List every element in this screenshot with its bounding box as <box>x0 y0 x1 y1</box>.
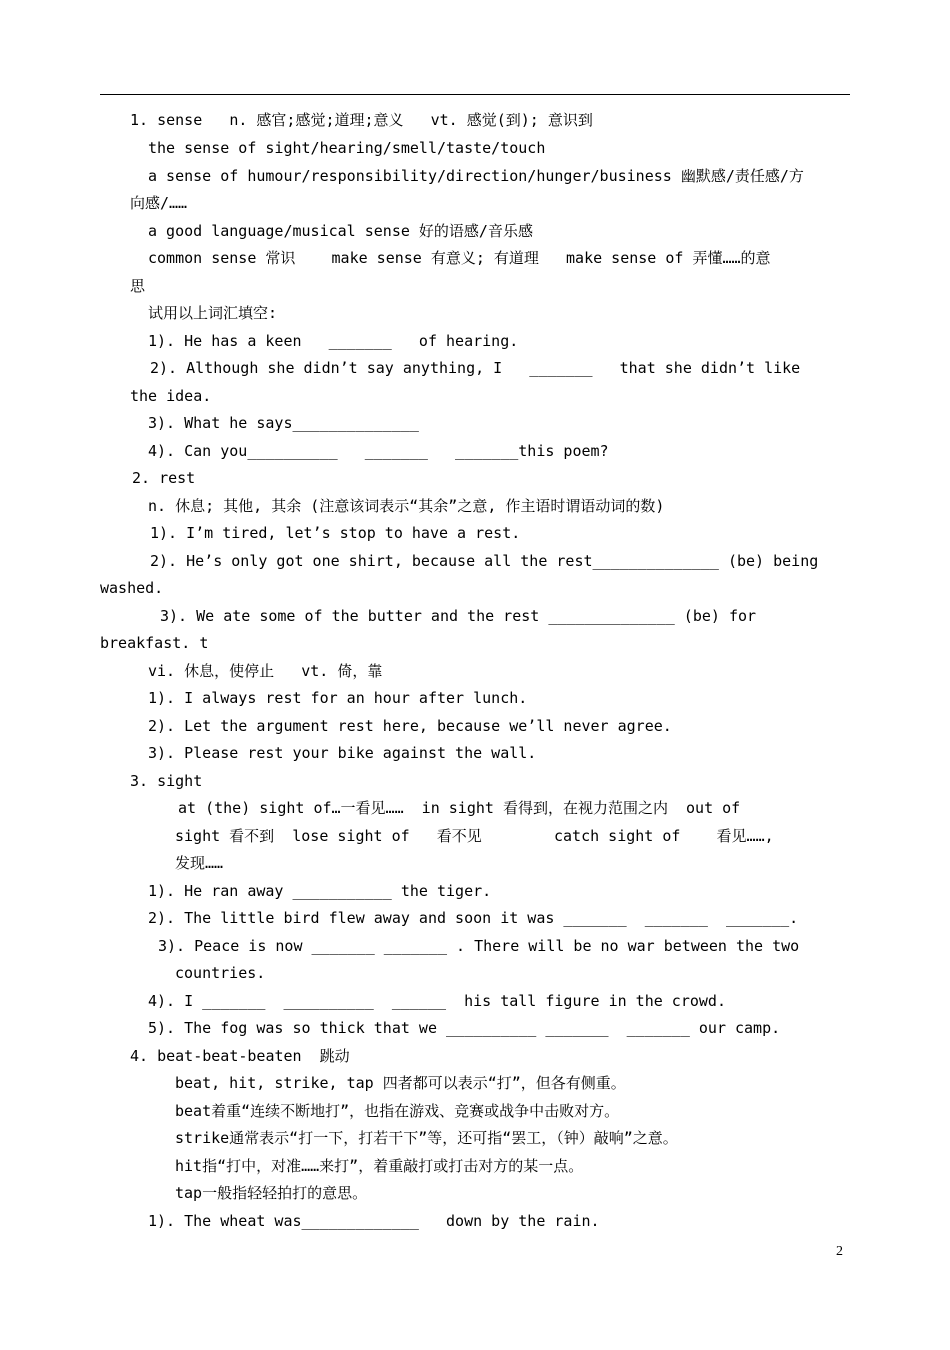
example-sentence: 1). I’m tired, let’s stop to have a rest. <box>150 524 521 542</box>
text-line: a good language/musical sense 好的语感/音乐感 <box>148 222 533 240</box>
text-line: at (the) sight of…一看见…… in sight 看得到，在视力范围之内 out of <box>178 799 741 817</box>
text-line: hit指“打中，对准……来打”，着重敲打或打击对方的某一点。 <box>175 1157 584 1175</box>
text-line: 发现…… <box>175 854 224 872</box>
exercise-item: 4). I _______ __________ ______ his tall figure in the crowd. <box>148 992 726 1010</box>
text-line: washed. <box>100 579 164 597</box>
text-line: countries. <box>175 964 266 982</box>
exercise-instruction: 试用以上词汇填空: <box>148 304 278 322</box>
exercise-item: 2). He’s only got one shirt, because all the rest______________ (be) being <box>150 552 819 570</box>
exercise-item: 3). What he says______________ <box>148 414 419 432</box>
text-line: beat着重“连续不断地打”，也指在游戏、竞赛或战争中击败对方。 <box>175 1102 620 1120</box>
entry-3-heading: 3. sight <box>130 772 203 790</box>
exercise-item: 2). Although she didn’t say anything, I _______ that she didn’t like <box>150 359 801 377</box>
text-line: 思 <box>130 277 146 295</box>
text-line: common sense 常识 make sense 有意义; 有道理 make sense of 弄懂……的意 <box>148 249 771 267</box>
entry-2-heading: 2. rest <box>132 469 196 487</box>
example-sentence: 3). Please rest your bike against the wall. <box>148 744 537 762</box>
text-line: strike通常表示“打一下，打若干下”等，还可指“罢工，（钟）敲响”之意。 <box>175 1129 678 1147</box>
page-number: 2 <box>836 1244 843 1259</box>
exercise-item: 5). The fog was so thick that we __________ _______ _______ our camp. <box>148 1019 781 1037</box>
exercise-item: 2). The little bird flew away and soon it was _______ _______ _______. <box>148 909 799 927</box>
text-line: vi. 休息，使停止 vt. 倚，靠 <box>148 662 383 680</box>
text-line: beat, hit, strike, tap 四者都可以表示“打”，但各有侧重。 <box>175 1074 626 1092</box>
exercise-item: 3). Peace is now _______ _______ . There will be no war between the two <box>158 937 800 955</box>
text-line: tap一般指轻轻拍打的意思。 <box>175 1184 368 1202</box>
text-line: sight 看不到 lose sight of 看不见 catch sight of 看见……, <box>175 827 774 845</box>
header-rule <box>100 94 850 95</box>
exercise-item: 1). He ran away ___________ the tiger. <box>148 882 492 900</box>
entry-4-heading: 4. beat-beat-beaten 跳动 <box>130 1047 350 1065</box>
entry-1-heading: 1. sense n. 感官;感觉;道理;意义 vt. 感觉(到); 意识到 <box>130 111 593 129</box>
text-line: n. 休息; 其他, 其余 (注意该词表示“其余”之意, 作主语时谓语动词的数) <box>148 497 665 515</box>
text-line: a sense of humour/responsibility/direction/hunger/business 幽默感/责任感/方 <box>148 167 804 185</box>
text-line: the idea. <box>130 387 212 405</box>
exercise-item: 1). He has a keen _______ of hearing. <box>148 332 519 350</box>
text-line: 向感/…… <box>130 194 188 212</box>
text-line: breakfast. t <box>100 634 209 652</box>
text-line: the sense of sight/hearing/smell/taste/touch <box>148 139 546 157</box>
exercise-item: 4). Can you__________ _______ _______this poem? <box>148 442 609 460</box>
example-sentence: 1). I always rest for an hour after lunch. <box>148 689 528 707</box>
exercise-item: 3). We ate some of the butter and the rest ______________ (be) for <box>160 607 757 625</box>
exercise-item: 1). The wheat was_____________ down by the rain. <box>148 1212 600 1230</box>
example-sentence: 2). Let the argument rest here, because we’ll never agree. <box>148 717 672 735</box>
